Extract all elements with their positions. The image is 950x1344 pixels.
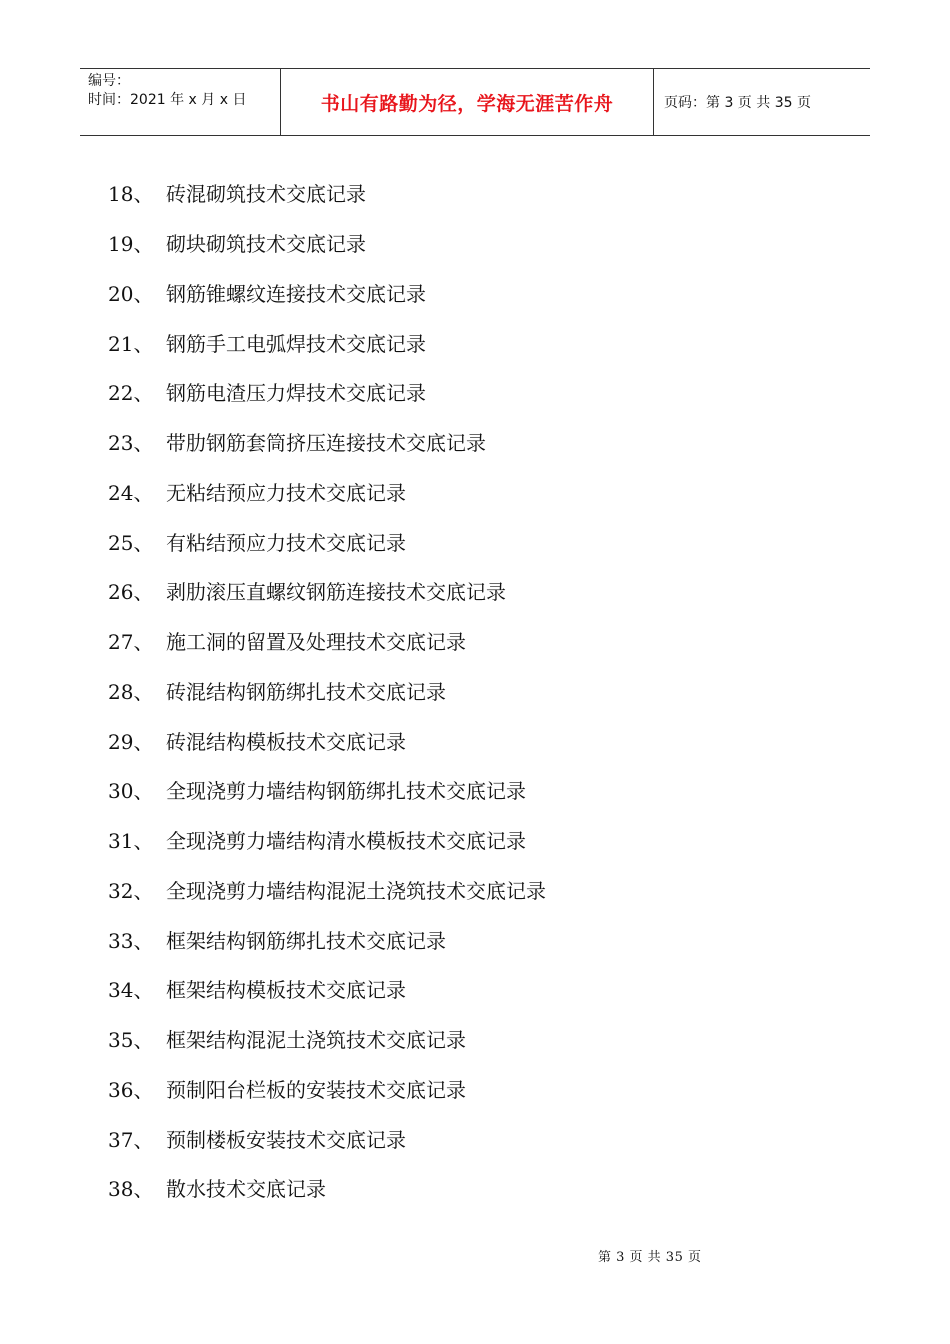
item-number: 31、: [108, 829, 154, 854]
item-text: 砖混结构模板技术交底记录: [166, 729, 406, 754]
item-text: 钢筋手工电弧焊技术交底记录: [166, 331, 426, 356]
list-item: [108, 467, 868, 517]
item-number: 33、: [108, 928, 154, 953]
item-text: 全现浇剪力墙结构清水模板技术交底记录: [166, 829, 526, 854]
item-number: 22、: [108, 381, 154, 406]
item-text: 钢筋电渣压力焊技术交底记录: [166, 381, 426, 406]
list-item: [108, 1064, 868, 1114]
list-item: [108, 1113, 868, 1163]
list-item: [108, 1014, 868, 1064]
item-number: 34、: [108, 978, 154, 1003]
list-item: [108, 417, 868, 467]
item-number: 27、: [108, 630, 154, 655]
item-number: 23、: [108, 431, 154, 456]
list-item: [108, 268, 868, 318]
item-list: [108, 168, 868, 1213]
item-text: 砌块砌筑技术交底记录: [166, 232, 366, 257]
item-number: 32、: [108, 878, 154, 903]
item-text: 全现浇剪力墙结构钢筋绑扎技术交底记录: [166, 779, 526, 804]
page-info: 页码：第 3 页 共 35 页: [664, 95, 811, 111]
list-item: [108, 218, 868, 268]
item-text: 带肋钢筋套筒挤压连接技术交底记录: [166, 431, 486, 456]
list-item: [108, 168, 868, 218]
item-text: 砖混砌筑技术交底记录: [166, 182, 366, 207]
list-item: [108, 666, 868, 716]
item-number: 21、: [108, 331, 154, 356]
item-text: 框架结构混泥土浇筑技术交底记录: [166, 1028, 466, 1053]
item-number: 37、: [108, 1127, 154, 1152]
item-number: 19、: [108, 232, 154, 257]
item-text: 剥肋滚压直螺纹钢筋连接技术交底记录: [166, 580, 506, 605]
item-text: 有粘结预应力技术交底记录: [166, 530, 406, 555]
footer-page-number: 第 3 页 共 35 页: [598, 1250, 702, 1265]
item-text: 全现浇剪力墙结构混泥土浇筑技术交底记录: [166, 878, 546, 903]
item-number: 28、: [108, 679, 154, 704]
item-number: 26、: [108, 580, 154, 605]
item-text: 无粘结预应力技术交底记录: [166, 480, 406, 505]
list-item: [108, 1163, 868, 1213]
header-meta-cell: [80, 69, 281, 135]
item-text: 施工洞的留置及处理技术交底记录: [166, 630, 466, 655]
item-text: 散水技术交底记录: [166, 1177, 326, 1202]
item-text: 框架结构模板技术交底记录: [166, 978, 406, 1003]
list-item: [108, 815, 868, 865]
item-number: 29、: [108, 729, 154, 754]
list-item: [108, 616, 868, 666]
number-label: 编号：: [88, 73, 130, 89]
item-number: 20、: [108, 281, 154, 306]
document-header: [80, 68, 870, 136]
page-footer: [0, 1246, 950, 1265]
header-motto-cell: [281, 69, 654, 135]
list-item: [108, 516, 868, 566]
list-item: [108, 914, 868, 964]
list-item: [108, 865, 868, 915]
list-item: [108, 367, 868, 417]
header-page-cell: [654, 69, 870, 135]
list-item: [108, 765, 868, 815]
item-number: 35、: [108, 1028, 154, 1053]
list-item: [108, 715, 868, 765]
item-number: 38、: [108, 1177, 154, 1202]
item-number: 36、: [108, 1077, 154, 1102]
motto-text: 书山有路勤为径，学海无涯苦作舟: [320, 92, 614, 115]
item-number: 25、: [108, 530, 154, 555]
item-number: 18、: [108, 182, 154, 207]
item-text: 钢筋锥螺纹连接技术交底记录: [166, 281, 426, 306]
item-text: 砖混结构钢筋绑扎技术交底记录: [166, 679, 446, 704]
item-text: 预制楼板安装技术交底记录: [166, 1127, 406, 1152]
item-text: 预制阳台栏板的安装技术交底记录: [166, 1077, 466, 1102]
item-number: 24、: [108, 480, 154, 505]
list-item: [108, 317, 868, 367]
list-item: [108, 566, 868, 616]
item-number: 30、: [108, 779, 154, 804]
item-text: 框架结构钢筋绑扎技术交底记录: [166, 928, 446, 953]
list-item: [108, 964, 868, 1014]
date-label: 时间：2021 年 x 月 x 日: [88, 92, 247, 108]
